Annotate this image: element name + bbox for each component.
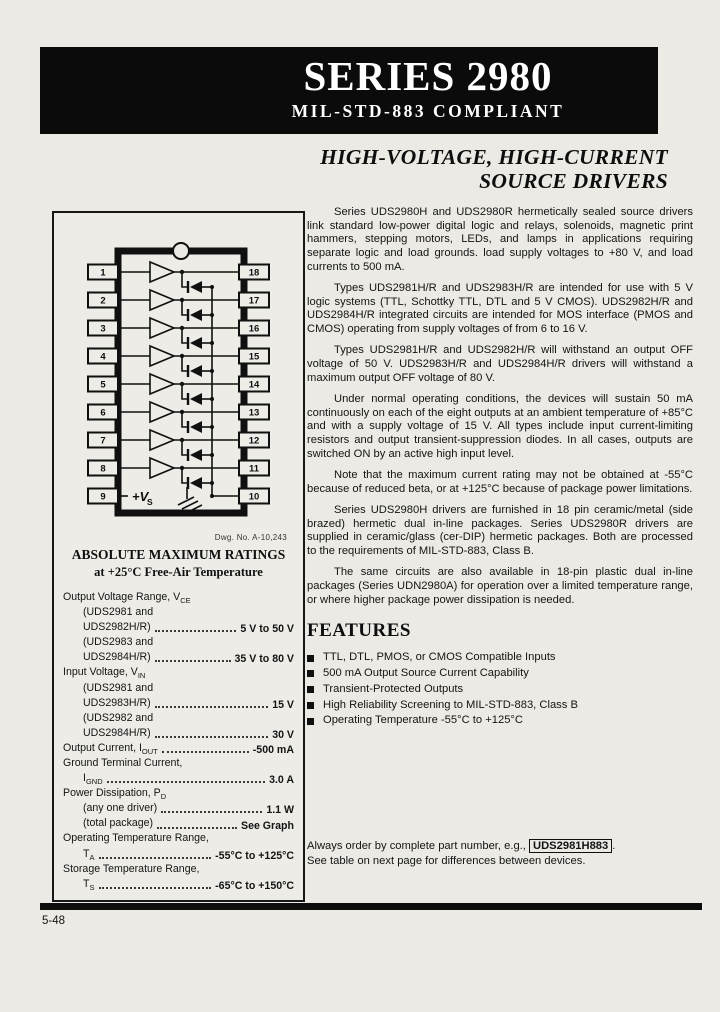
dip-package-outline [118,251,244,513]
square-bullet-icon [307,655,314,662]
rating-row: (UDS2981 and [83,606,154,619]
pin-label: 16 [248,323,260,335]
part-number-box: UDS2981H883 [529,839,612,853]
intro-paragraph: Types UDS2981H/R and UDS2983H/R are intended for use with 5 V logic systems (TTL, Schottky TTL, DTL and 5 V CMOS). UDS2982H/R and UDS2984H/R integrated circuits are intended for MOS interface (PMOS and CMOS) operating from supply voltages of from 6 to 16 V. [307,282,693,336]
pin-label: 6 [100,407,106,419]
pin-label: 10 [248,491,260,503]
description-column [307,206,693,729]
pin-label: 13 [248,407,260,419]
series-banner [40,47,658,134]
rating-row: Output Current, $I_{OUT}$ -500 mA [63,741,294,757]
pin-label: 9 [100,491,106,503]
feature-item: TTL, DTL, PMOS, or CMOS Compatible Inputs [307,650,693,666]
right-pins [239,265,269,504]
ratings-subtitle: at +25°C Free-Air Temperature [94,565,263,579]
pin-label: 5 [100,379,106,391]
rating-row: (UDS2983 and [83,636,154,649]
pin-label: 8 [100,463,106,475]
compliance-subtitle: MIL-STD-883 COMPLIANT [291,101,565,121]
drawing-number: Dwg. No. A-10,243 [214,533,287,542]
intro-paragraph: Series UDS2980H drivers are furnished in 18 pin ceramic/metal (side brazed) hermetic dual in-line packages. Series UDS2980R drivers are supplied in ceramic/glass (cer-DIP) hermetic packages. Both are processed to the requirements of MIL-STD-883, Class B. [307,503,693,557]
rating-row: UDS2984H/R) 35 V to 80 V [83,651,294,666]
rating-row: UDS2984H/R) 30 V [83,726,294,741]
pin-label: 14 [248,379,260,391]
left-panel [52,211,305,902]
features-heading: FEATURES [307,620,411,642]
pin-label: 12 [248,435,260,447]
rating-row: $T_S$ -65°C to +150°C [83,877,294,892]
vs-label-sub: S [147,497,153,507]
pin-label: 2 [100,295,106,307]
feature-item: 500 mA Output Source Current Capability [307,666,693,682]
rating-row: Input Voltage, $V_{IN}$ [63,666,146,681]
feature-item: Operating Temperature -55°C to +125°C [307,713,693,729]
features-list [307,650,693,729]
pin-label: 3 [100,323,106,335]
supply-and-ground [118,487,202,513]
left-pins [88,265,118,504]
order-note-suffix: . [612,840,616,852]
rating-row: UDS2982H/R) 5 V to 50 V [83,621,294,636]
pin-label: 15 [248,351,260,363]
rating-row: $T_A$ -55°C to +125°C [83,847,294,862]
pin-label: 18 [248,267,260,279]
ground-icon [178,487,202,513]
intro-paragraph: Under normal operating conditions, the devices will sustain 50 mA continuously on each of the eight outputs at an ambient temperature of +85°C and with a supply voltage of 15 V. All types include input current-limiting resistors and output transient-suppression diodes. In all cases, outputs are switched ON by an active high input level. [307,392,693,460]
driver-channels [118,262,239,489]
square-bullet-icon [307,686,314,693]
package-notch [173,243,189,259]
rating-row: Power Dissipation, $P_D$ [63,787,167,802]
rating-row: (UDS2981 and [83,681,154,694]
square-bullet-icon [307,702,314,709]
rating-row: (any one driver) 1.1 W [83,802,294,817]
page-title [320,146,668,193]
feature-item: Transient-Protected Outputs [307,682,693,698]
pin-label: 1 [100,267,106,279]
vs-label: +V [132,489,149,504]
intro-paragraph: Types UDS2981H/R and UDS2982H/R will withstand an output OFF voltage of 50 V. UDS2983H/R and UDS2984H/R drivers will withstand a maximum output OFF voltage of 80 V. [307,344,693,384]
page-number: 5-48 [42,915,66,927]
order-note-prefix: Always order by complete part number, e.g., [307,840,529,852]
rating-row: $I_{GND}$ 3.0 A [83,772,294,787]
ratings-title: ABSOLUTE MAXIMUM RATINGS [71,547,286,562]
rating-row: (total package) See Graph [83,817,294,832]
intro-paragraph: Note that the maximum current rating may not be obtained at -55°C because of reduced beta, or at +125°C because of package power limitations. [307,468,693,495]
pin-label: 7 [100,435,106,447]
square-bullet-icon [307,718,314,725]
ratings-list [63,590,294,892]
page-title-line2: SOURCE DRIVERS [479,168,668,193]
page-title-line1: HIGH-VOLTAGE, HIGH-CURRENT [320,145,668,169]
series-title: SERIES 2980 [303,53,553,99]
ordering-note [307,839,697,869]
footer-rule [40,903,702,910]
square-bullet-icon [307,670,314,677]
rating-row: Ground Terminal Current, [63,757,183,770]
pin-label: 4 [100,351,106,363]
pin-label: 17 [248,295,260,307]
diode-bus [210,287,239,498]
intro-paragraph: Series UDS2980H and UDS2980R hermetically sealed source drivers link standard low-power digital logic and relays, solenoids, magnetic print hammers, stepping motors, LEDs, and lamps in applications requiring separate logic and load grounds. load supply voltages to +80 V, and load currents to 500 mA. [307,206,693,273]
pin-label: 11 [248,463,260,475]
feature-item: High Reliability Screening to MIL-STD-883, Class B [307,698,693,714]
order-note-line2: See table on next page for differences between devices. [307,855,586,867]
rating-row: (UDS2982 and [83,711,154,724]
pinout-diagram [54,225,303,525]
rating-row: Output Voltage Range, $V_{CE}$ [63,590,191,606]
rating-row: UDS2983H/R) 15 V [83,696,294,711]
rating-row: Storage Temperature Range, [63,862,200,875]
intro-paragraph: The same circuits are also available in 18-pin plastic dual in-line packages (Series UDN2980A) for operation over a limited temperature range, or where higher package power dissipation is needed. [307,566,693,606]
rating-row: Operating Temperature Range, [63,832,209,845]
